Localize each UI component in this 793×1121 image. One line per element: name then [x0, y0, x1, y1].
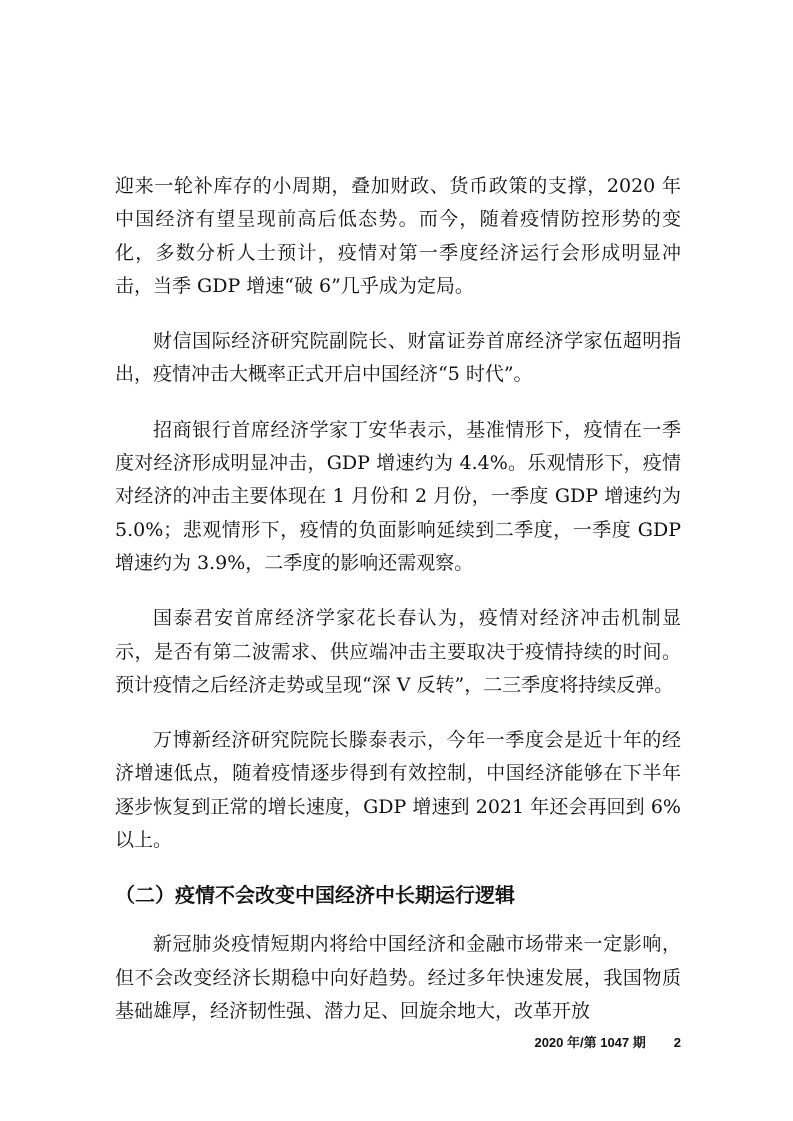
page-footer — [534, 1032, 681, 1051]
paragraph-wu-chaoming: 财信国际经济研究院副院长、财富证券首席经济学家伍超明指出，疫情冲击大概率正式开启中国经济“5 时代”。 — [115, 330, 681, 386]
issue-label: 2020 年/第 1047 期 — [534, 1035, 646, 1050]
section-heading: （二）疫情不会改变中国经济中长期运行逻辑 — [115, 883, 515, 908]
paragraph-continuation: 迎来一轮补库存的小周期，叠加财政、货币政策的支撑，2020 年中国经济有望呈现前高后低态势。而今，随着疫情防控形势的变化，多数分析人士预计，疫情对第一季度经济运行会形成明显冲击，当季 GDP 增速“破 6”几乎成为定局。 — [115, 175, 681, 297]
paragraph-ding-anhua: 招商银行首席经济学家丁安华表示，基准情形下，疫情在一季度对经济形成明显冲击，GDP 增速约为 4.4%。乐观情形下，疫情对经济的冲击主要体现在 1 月份和 2 月份，一季度 GDP 增速约为 5.0%；悲观情形下，疫情的负面影响延续到二季度，一季度 GDP 增速约为 3.9%，二季度的影响还需观察。 — [115, 418, 681, 574]
paragraph-hua-changchun: 国泰君安首席经济学家花长春认为，疫情对经济冲击机制显示，是否有第二波需求、供应端冲击主要取决于疫情持续的时间。预计疫情之后经济走势或呈现“深 V 反转”，二三季度将持续反弹。 — [115, 607, 681, 696]
page-number: 2 — [673, 1035, 681, 1050]
document-body — [115, 170, 681, 1050]
paragraph-teng-tai: 万博新经济研究院院长滕泰表示，今年一季度会是近十年的经济增速低点，随着疫情逐步得到有效控制，中国经济能够在下半年逐步恢复到正常的增长速度，GDP 增速到 2021 年还会再回到 6%以上。 — [115, 729, 681, 852]
section-paragraph: 新冠肺炎疫情短期内将给中国经济和金融市场带来一定影响，但不会改变经济长期稳中向好趋势。经过多年快速发展，我国物质基础雄厚，经济韧性强、潜力足、回旋余地大，改革开放 — [115, 933, 681, 1022]
